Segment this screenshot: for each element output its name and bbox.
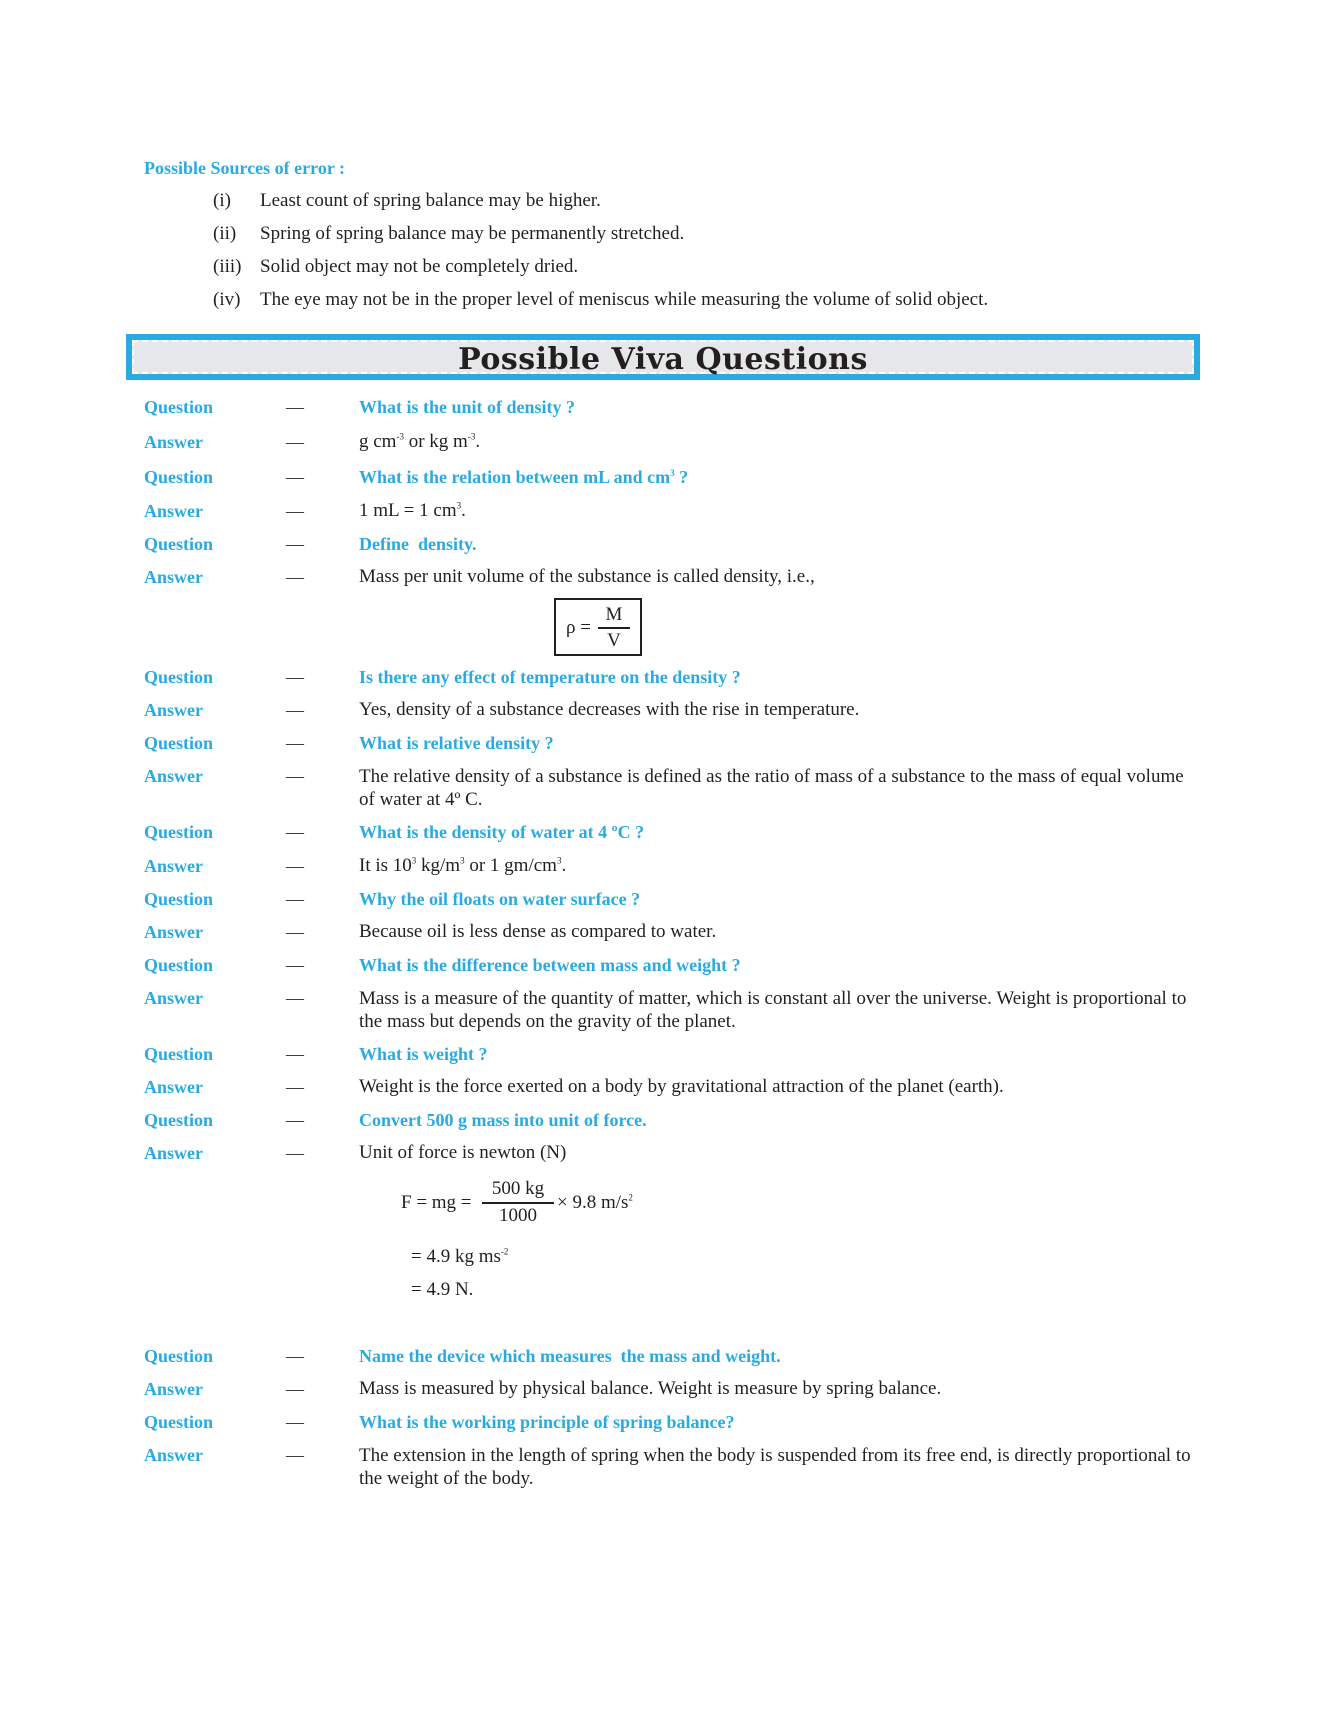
answer-text: Unit of force is newton (N) (359, 1142, 567, 1163)
viva-banner (126, 334, 1200, 380)
dash-separator: — (286, 988, 304, 1008)
question-label: Question (144, 889, 214, 909)
question-label: Question (144, 397, 214, 417)
question-label: Question (144, 1110, 214, 1130)
question-text: What is relative density ? (359, 733, 554, 753)
question-label: Question (144, 955, 214, 975)
answer-label: Answer (144, 988, 203, 1008)
dash-separator: — (286, 1077, 304, 1097)
answer-text: The relative density of a substance is defined as the ratio of mass of a substance to the mass of equal volume of water at 4º C. (359, 766, 1184, 810)
dash-separator: — (286, 432, 304, 452)
answer-label: Answer (144, 700, 203, 720)
force-formula-step: = 4.9 N. (411, 1279, 474, 1300)
answer-label: Answer (144, 1379, 203, 1399)
answer-label: Answer (144, 1143, 203, 1163)
dash-separator: — (286, 955, 304, 975)
question-label: Question (144, 822, 214, 842)
question-text: What is the working principle of spring balance? (359, 1412, 735, 1432)
dash-separator: — (286, 1445, 304, 1465)
force-formula-rhs: × 9.8 $m/s^2$ (557, 1192, 633, 1213)
answer-label: Answer (144, 856, 203, 876)
fraction-bar (482, 1202, 554, 1204)
question-label: Question (144, 1044, 214, 1064)
answer-text: Mass per unit volume of the substance is called density, i.e., (359, 566, 815, 587)
dash-separator: — (286, 534, 304, 554)
answer-text: Weight is the force exerted on a body by gravitational attraction of the planet (earth). (359, 1076, 1004, 1097)
dash-separator: — (286, 822, 304, 842)
answer-label: Answer (144, 1445, 203, 1465)
dash-separator: — (286, 501, 304, 521)
question-text: What is weight ? (359, 1044, 488, 1064)
error-item-number: (i) (213, 190, 231, 211)
answer-text: Because oil is less dense as compared to water. (359, 921, 717, 942)
force-formula-lhs: F = mg = (401, 1192, 472, 1213)
dash-separator: — (286, 889, 304, 909)
answer-label: Answer (144, 567, 203, 587)
answer-text: g $cm^{-3}$ or kg $m^{-3}$. (359, 431, 481, 452)
dash-separator: — (286, 1379, 304, 1399)
force-formula-denominator: 1000 (499, 1205, 537, 1226)
answer-text: It is $10^3$ $kg/m^3$ or 1 $gm/cm^3$. (359, 855, 567, 876)
answer-label: Answer (144, 766, 203, 786)
question-label: Question (144, 1412, 214, 1432)
question-label: Question (144, 1346, 214, 1366)
dash-separator: — (286, 856, 304, 876)
dash-separator: — (286, 922, 304, 942)
answer-text: Mass is measured by physical balance. Weight is measure by spring balance. (359, 1378, 942, 1399)
force-formula-numerator: 500 kg (491, 1178, 545, 1199)
density-formula-lhs: ρ = (566, 617, 591, 638)
question-text: What is the density of water at 4 ºC ? (359, 822, 645, 842)
error-item-text: Spring of spring balance may be permanently stretched. (260, 223, 685, 244)
density-formula-box (554, 598, 642, 656)
question-label: Question (144, 467, 214, 487)
dash-separator: — (286, 1143, 304, 1163)
dash-separator: — (286, 733, 304, 753)
error-item-number: (iv) (213, 289, 241, 310)
question-text: What is the difference between mass and weight ? (359, 955, 741, 975)
error-item-text: Least count of spring balance may be higher. (260, 190, 601, 211)
answer-label: Answer (144, 922, 203, 942)
dash-separator: — (286, 1412, 304, 1432)
question-label: Question (144, 733, 214, 753)
errors-heading: Possible Sources of error : (144, 158, 345, 178)
dash-separator: — (286, 667, 304, 687)
answer-label: Answer (144, 501, 203, 521)
answer-label: Answer (144, 1077, 203, 1097)
question-text: Define density. (359, 534, 477, 554)
dash-separator: — (286, 567, 304, 587)
error-item-text: The eye may not be in the proper level of meniscus while measuring the volume of solid object. (260, 289, 989, 310)
question-text: What is the relation between mL and $cm^3$ ? (359, 467, 689, 487)
dash-separator: — (286, 766, 304, 786)
question-text: Name the device which measures the mass and weight. (359, 1346, 781, 1366)
answer-text: Yes, density of a substance decreases with the rise in temperature. (359, 699, 860, 720)
answer-text: The extension in the length of spring when the body is suspended from its free end, is directly proportional to the weight of the body. (359, 1445, 1191, 1489)
question-label: Question (144, 667, 214, 687)
viva-title: Possible Viva Questions (458, 342, 868, 377)
density-formula-denominator: V (607, 630, 621, 651)
error-item-number: (ii) (213, 223, 237, 244)
viva-banner-inner (132, 340, 1194, 377)
dash-separator: — (286, 700, 304, 720)
question-text: Convert 500 g mass into unit of force. (359, 1110, 647, 1130)
question-text: Why the oil floats on water surface ? (359, 889, 641, 909)
force-formula-step: = 4.9 kg $ms^{-2}$ (411, 1246, 509, 1267)
answer-text: Mass is a measure of the quantity of matter, which is constant all over the universe. Weight is proportional to the mass but depends on the gravity of the planet. (359, 988, 1187, 1032)
error-item-text: Solid object may not be completely dried. (260, 256, 579, 277)
answer-text: 1 mL = 1 $cm^3$. (359, 500, 466, 521)
dash-separator: — (286, 1110, 304, 1130)
question-label: Question (144, 534, 214, 554)
answer-label: Answer (144, 432, 203, 452)
fraction-bar (598, 627, 630, 629)
question-text: Is there any effect of temperature on the density ? (359, 667, 741, 687)
dash-separator: — (286, 397, 304, 417)
error-item-number: (iii) (213, 256, 242, 277)
dash-separator: — (286, 1044, 304, 1064)
density-formula-numerator: M (605, 604, 623, 625)
question-text: What is the unit of density ? (359, 397, 576, 417)
dash-separator: — (286, 1346, 304, 1366)
dash-separator: — (286, 467, 304, 487)
